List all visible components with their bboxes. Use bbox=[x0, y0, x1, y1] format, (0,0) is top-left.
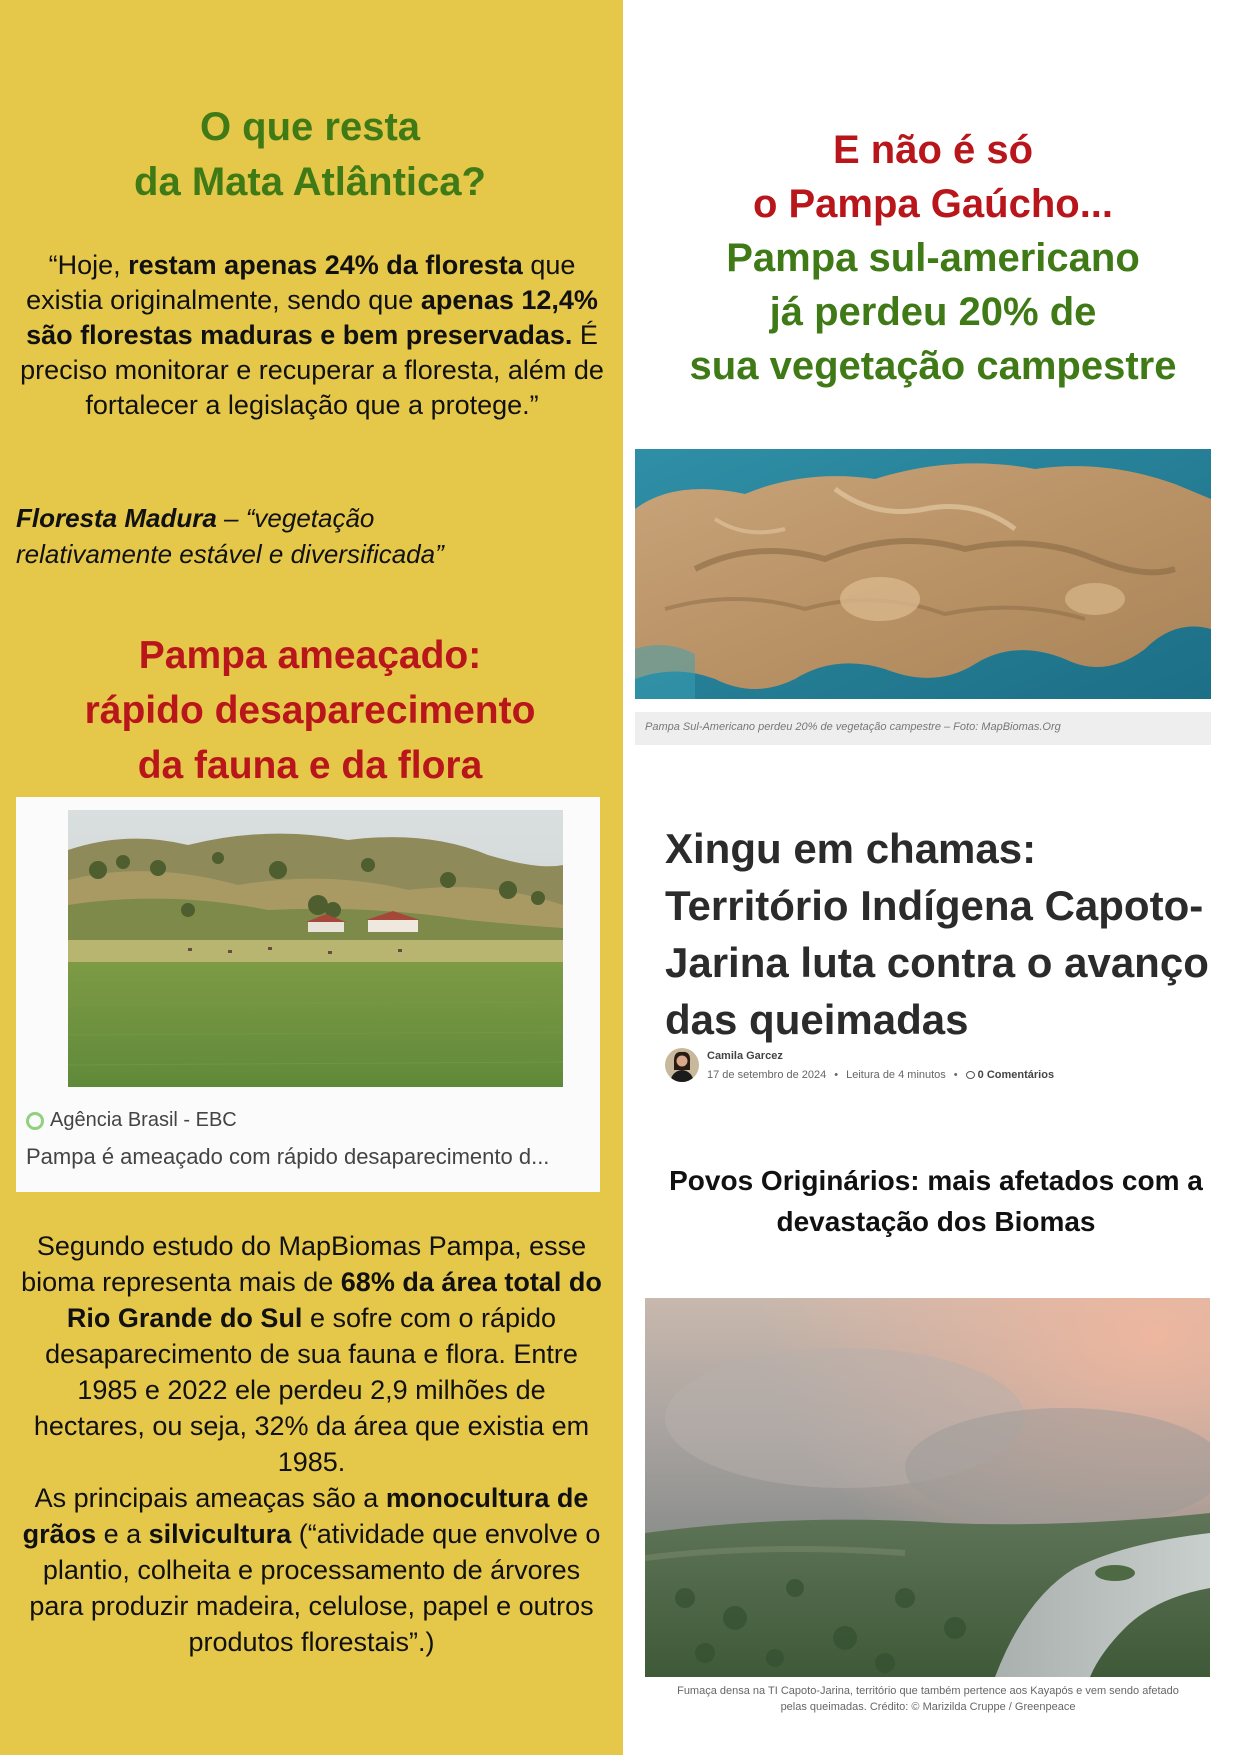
right-column bbox=[623, 0, 1241, 1755]
pampa-bold-3: silvicultura bbox=[148, 1519, 292, 1549]
pampa-text-4: e a bbox=[96, 1519, 149, 1549]
mata-atlantica-quote bbox=[14, 248, 610, 423]
author-name[interactable]: Camila Garcez bbox=[707, 1050, 783, 1062]
pampa-bold-2: monocultura de grãos bbox=[22, 1483, 589, 1549]
quote-text-3: É preciso monitorar e recuperar a floresta, além de fortalecer a legislação que a protege.” bbox=[20, 320, 604, 420]
article-date: 17 de setembro de 2024 bbox=[707, 1069, 827, 1081]
pampa-text-1: Segundo estudo do MapBiomas Pampa, esse bioma representa mais de bbox=[21, 1231, 587, 1297]
xingu-headline: Xingu em chamas: Território Indígena Capoto-Jarina luta contra o avanço das queimadas bbox=[665, 825, 1209, 1043]
comments-link[interactable]: 0 Comentários bbox=[977, 1069, 1055, 1081]
pampa-gaucho-title bbox=[643, 123, 1223, 393]
pampa-text-5: (“atividade que envolve o plantio, colheita e processamento de árvores para produzir madeira, celulose, papel e outros produtos florestais”.) bbox=[29, 1519, 601, 1657]
article-info bbox=[707, 1069, 1054, 1081]
definition-term: Floresta Madura bbox=[16, 503, 217, 533]
definition-text: – “vegetação relativamente estável e diversificada” bbox=[16, 503, 444, 569]
map-caption-bar bbox=[635, 712, 1211, 745]
separator-dot: • bbox=[834, 1069, 839, 1081]
mata-title-line2: da Mata Atlântica? bbox=[134, 160, 486, 204]
gaucho-line1: E não é só bbox=[832, 128, 1034, 172]
pampa-title-line2: rápido desaparecimento bbox=[84, 689, 536, 732]
separator-dot: • bbox=[953, 1069, 958, 1081]
relief-map-photo bbox=[635, 449, 1211, 699]
gaucho-line2: o Pampa Gaúcho... bbox=[752, 182, 1114, 226]
povos-originarios-title: Povos Originários: mais afetados com a devastação dos Biomas bbox=[669, 1165, 1203, 1237]
floresta-madura-definition bbox=[16, 500, 536, 572]
xingu-fire-photo bbox=[645, 1298, 1210, 1677]
source-logo-icon bbox=[26, 1112, 44, 1130]
pampa-text-2: e sofre com o rápido desaparecimento de sua fauna e flora. Entre 1985 e 2022 ele perdeu 2,9 milhões de hectares, ou seja, 32% da área que existia em 1985. bbox=[33, 1303, 590, 1477]
pampa-ameacado-title bbox=[20, 628, 600, 793]
quote-bold-2: apenas 12,4% são florestas maduras e bem preservadas. bbox=[26, 285, 598, 350]
author-avatar bbox=[665, 1048, 699, 1082]
pampa-landscape-photo bbox=[68, 810, 563, 1087]
pampa-news-card[interactable] bbox=[16, 797, 600, 1192]
mata-atlantica-title bbox=[30, 100, 590, 210]
mata-title-line1: O que resta bbox=[199, 105, 421, 149]
article-meta bbox=[665, 1048, 1225, 1088]
pampa-title-line3: da fauna e da flora bbox=[137, 744, 483, 787]
comment-icon bbox=[966, 1071, 975, 1079]
fire-photo-caption: Fumaça densa na TI Capoto-Jarina, território que também pertence aos Kayapós e vem sendo afetado pelas queimadas. Crédito: © Marizilda Cruppe / Greenpeace bbox=[677, 1685, 1179, 1713]
gaucho-line3: Pampa sul-americano bbox=[726, 236, 1140, 280]
pampa-title-line1: Pampa ameaçado: bbox=[138, 634, 482, 677]
reading-time: Leitura de 4 minutos bbox=[846, 1069, 946, 1081]
pampa-bold-1: 68% da área total do Rio Grande do Sul bbox=[66, 1267, 602, 1333]
map-caption: Pampa Sul-Americano perdeu 20% de vegetação campestre – Foto: MapBiomas.Org bbox=[645, 721, 1061, 733]
news-headline-link[interactable]: Pampa é ameaçado com rápido desaparecimento d... bbox=[26, 1144, 550, 1169]
pampa-text-3: As principais ameaças são a bbox=[34, 1483, 386, 1513]
news-source bbox=[26, 1109, 237, 1132]
news-source-label: Agência Brasil - EBC bbox=[50, 1109, 237, 1131]
pampa-study-text bbox=[20, 1228, 603, 1660]
quote-text-2: que existia originalmente, sendo que bbox=[26, 250, 576, 315]
quote-bold-1: restam apenas 24% da floresta bbox=[128, 250, 523, 280]
gaucho-line5: sua vegetação campestre bbox=[689, 344, 1177, 388]
quote-text-1: “Hoje, bbox=[48, 250, 129, 280]
gaucho-line4: já perdeu 20% de bbox=[769, 290, 1097, 334]
